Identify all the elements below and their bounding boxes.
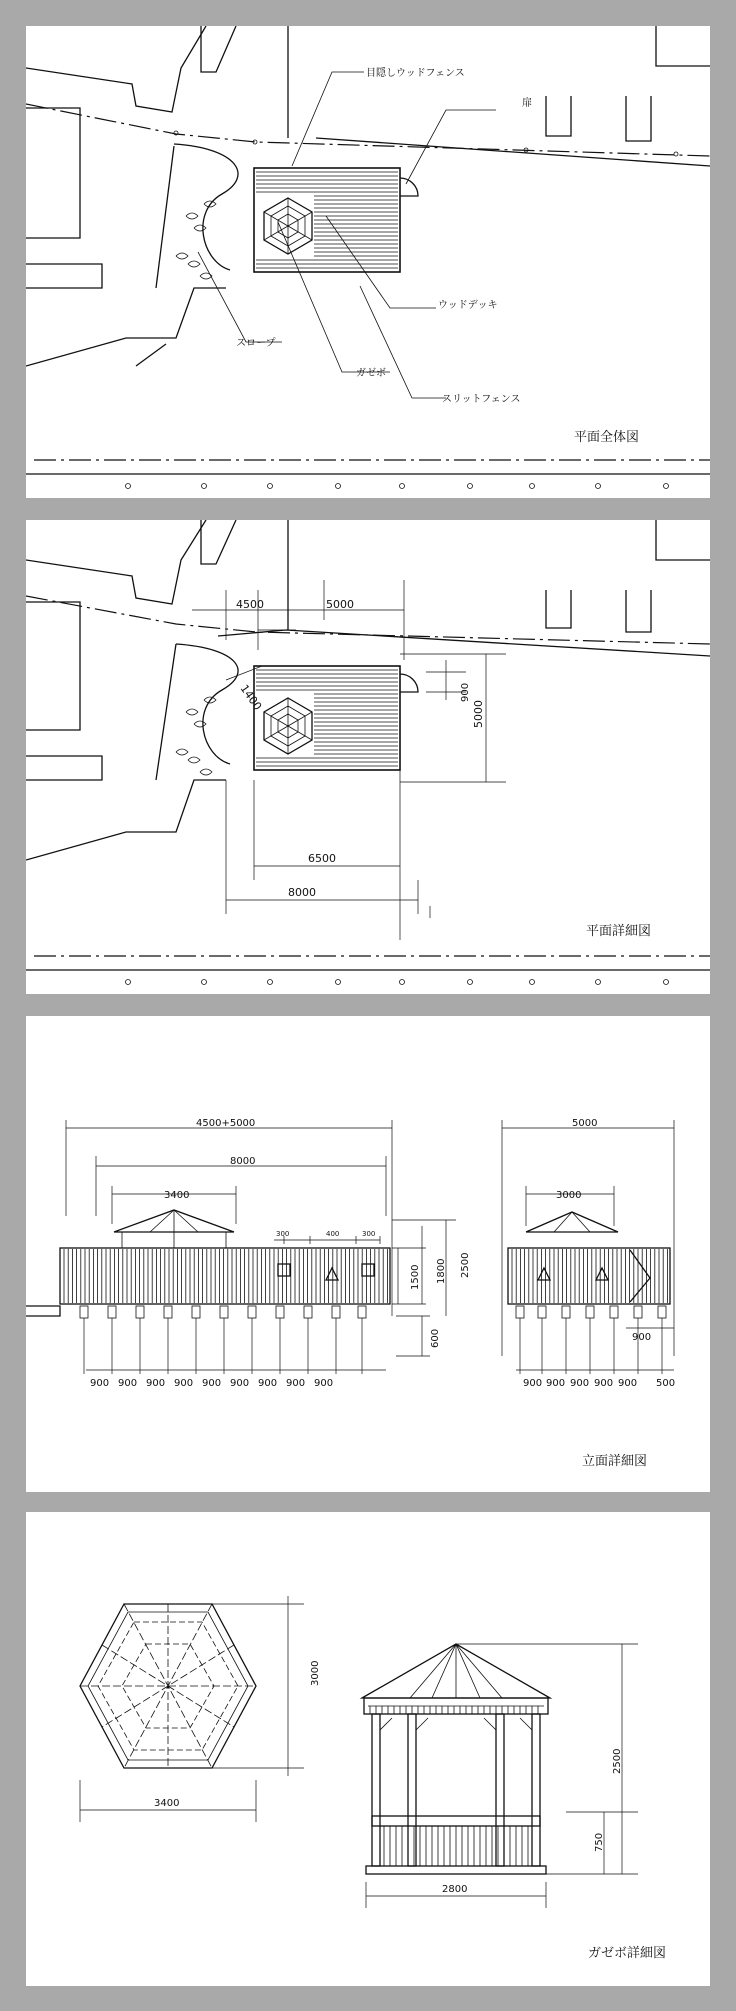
- dim-right-500: 500: [656, 1378, 676, 1389]
- dim-750: 750: [594, 1832, 605, 1852]
- dim-6500: 6500: [308, 852, 336, 865]
- foundation-post: [220, 1306, 228, 1318]
- foundation-post: [108, 1306, 116, 1318]
- dim-2500: 2500: [460, 1252, 471, 1278]
- dim-900: 900: [174, 1378, 194, 1389]
- dim-5000: 5000: [326, 598, 354, 611]
- label-wood-deck: ウッドデッキ: [438, 300, 498, 311]
- gazebo-detail-panel: [26, 1512, 710, 1986]
- dim-900: 900: [90, 1378, 110, 1389]
- panel-title: ガゼボ詳細図: [588, 1946, 667, 1961]
- dim-8000: 8000: [230, 1156, 256, 1167]
- foundation-post: [562, 1306, 570, 1318]
- dim-900: 900: [286, 1378, 306, 1389]
- dim-1500: 1500: [410, 1264, 421, 1290]
- label-slit-fence: スリットフェンス: [442, 394, 521, 405]
- dim-1800: 1800: [436, 1258, 447, 1284]
- dim-2500: 2500: [612, 1748, 623, 1774]
- dim-900: 900: [570, 1378, 590, 1389]
- label-screen-fence: 目隠しウッドフェンス: [366, 68, 465, 79]
- dim-5000-vertical: 5000: [472, 700, 485, 728]
- dim-600: 600: [430, 1328, 441, 1348]
- dim-3400: 3400: [164, 1190, 190, 1201]
- foundation-post: [164, 1306, 172, 1318]
- plan-detail-panel: [26, 520, 710, 994]
- elevation-detail-panel: [26, 1016, 710, 1492]
- elevation-detail-drawing: [26, 1016, 710, 1492]
- dim-3000: 3000: [310, 1660, 321, 1686]
- dim-right-900: 900: [632, 1332, 652, 1343]
- panel-title: 平面詳細図: [586, 924, 652, 939]
- dim-900: 900: [594, 1378, 614, 1389]
- dim-2800: 2800: [442, 1884, 468, 1895]
- dim-900: 900: [258, 1378, 278, 1389]
- gazebo-elevation: [362, 1644, 550, 1874]
- dim-900: 900: [618, 1378, 638, 1389]
- dim-right-5000: 5000: [572, 1118, 598, 1129]
- foundation-post: [80, 1306, 88, 1318]
- dim-4500-5000: 4500+5000: [196, 1118, 256, 1129]
- foundation-post: [192, 1306, 200, 1318]
- dim-900: 900: [314, 1378, 334, 1389]
- panel-title: 平面全体図: [574, 430, 640, 445]
- gazebo-hexagon: [264, 698, 312, 754]
- dim-1400: 1400: [237, 682, 265, 713]
- label-gazebo: ガゼボ: [356, 368, 386, 379]
- foundation-post: [248, 1306, 256, 1318]
- label-door: 扉: [522, 98, 532, 109]
- label-slope: スロープ: [236, 338, 276, 349]
- foundation-post: [516, 1306, 524, 1318]
- dim-900: 900: [546, 1378, 566, 1389]
- dim-900: 900: [202, 1378, 222, 1389]
- foundation-post: [304, 1306, 312, 1318]
- dim-900: 900: [460, 682, 471, 702]
- foundation-post: [586, 1306, 594, 1318]
- dim-8000: 8000: [288, 886, 316, 899]
- gazebo-detail-drawing: [26, 1512, 710, 1986]
- dim-4500: 4500: [236, 598, 264, 611]
- panel-title: 立面詳細図: [582, 1454, 648, 1469]
- foundation-post: [610, 1306, 618, 1318]
- dim-900: 900: [523, 1378, 543, 1389]
- foundation-post: [358, 1306, 366, 1318]
- gazebo-roof-plan: [80, 1604, 256, 1768]
- foundation-post: [634, 1306, 642, 1318]
- foundation-post: [658, 1306, 666, 1318]
- dim-300-b: 300: [362, 1230, 376, 1238]
- plan-overall-panel: [26, 26, 710, 498]
- dim-3400: 3400: [154, 1798, 180, 1809]
- foundation-post: [332, 1306, 340, 1318]
- dim-400: 400: [326, 1230, 340, 1238]
- dim-900: 900: [230, 1378, 250, 1389]
- dim-300-a: 300: [276, 1230, 290, 1238]
- foundation-post: [136, 1306, 144, 1318]
- dim-900: 900: [118, 1378, 138, 1389]
- foundation-post: [538, 1306, 546, 1318]
- dim-900: 900: [146, 1378, 166, 1389]
- dim-right-3000: 3000: [556, 1190, 582, 1201]
- foundation-post: [276, 1306, 284, 1318]
